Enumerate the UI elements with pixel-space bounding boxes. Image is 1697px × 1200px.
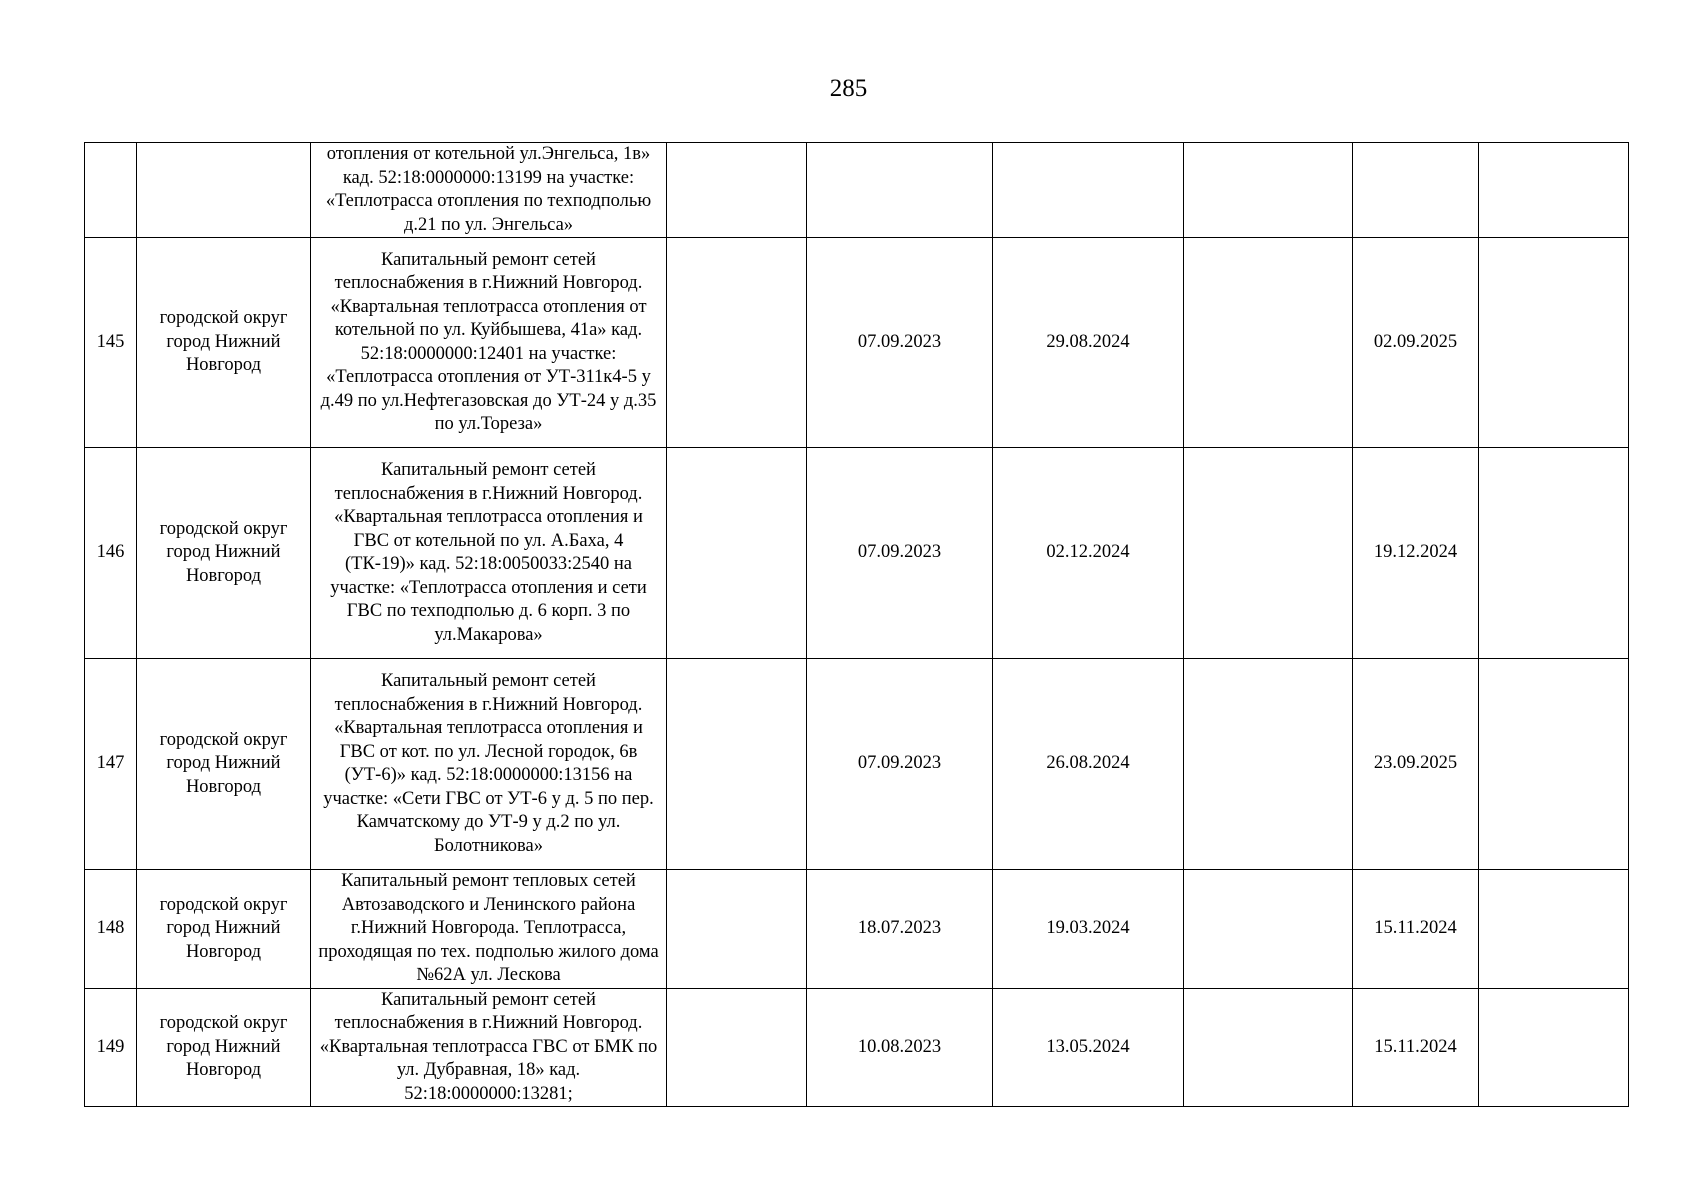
table-row <box>85 988 1629 1107</box>
row-number-cell <box>85 143 137 238</box>
table-row <box>85 870 1629 989</box>
empty-cell <box>1479 659 1629 870</box>
end-date-cell: 13.05.2024 <box>993 988 1184 1107</box>
start-date-cell: 10.08.2023 <box>807 988 993 1107</box>
table-row <box>85 143 1629 238</box>
start-date-cell <box>807 143 993 238</box>
page-number: 285 <box>829 75 868 102</box>
works-table <box>84 142 1629 1107</box>
empty-cell <box>1479 448 1629 659</box>
empty-cell <box>667 238 807 448</box>
row-number-cell: 148 <box>85 870 137 989</box>
empty-cell <box>1184 988 1353 1107</box>
municipality-cell: городской округ город Нижний Новгород <box>137 659 311 870</box>
table-row <box>85 659 1629 870</box>
end-date-cell: 26.08.2024 <box>993 659 1184 870</box>
start-date-cell: 07.09.2023 <box>807 238 993 448</box>
municipality-cell: городской округ город Нижний Новгород <box>137 448 311 659</box>
empty-cell <box>1184 143 1353 238</box>
description-cell: Капитальный ремонт сетей теплоснабжения в г.Нижний Новгород. «Квартальная теплотрасса отопления и ГВС от котельной по ул. А.Баха, 4 (ТК-19)» кад. 52:18:0050033:2540 на участке: «Теплотрасса отопления и сети ГВС по техподполью д. 6 корп. 3 по ул.Макарова» <box>311 448 667 659</box>
empty-cell <box>667 448 807 659</box>
start-date-cell: 07.09.2023 <box>807 659 993 870</box>
start-date-cell: 18.07.2023 <box>807 870 993 989</box>
final-date-cell: 23.09.2025 <box>1353 659 1479 870</box>
empty-cell <box>1479 238 1629 448</box>
empty-cell <box>667 988 807 1107</box>
description-cell: Капитальный ремонт тепловых сетей Автозаводского и Ленинского района г.Нижний Новгорода. Теплотрасса, проходящая по тех. подполью жилого дома №62А ул. Лескова <box>311 870 667 989</box>
description-cell: Капитальный ремонт сетей теплоснабжения в г.Нижний Новгород. «Квартальная теплотрасса ГВС от БМК по ул. Дубравная, 18» кад. 52:18:0000000:13281; <box>311 988 667 1107</box>
row-number-cell: 146 <box>85 448 137 659</box>
start-date-cell: 07.09.2023 <box>807 448 993 659</box>
description-cell: отопления от котельной ул.Энгельса, 1в» кад. 52:18:0000000:13199 на участке: «Теплотрасса отопления по техподполью д.21 по ул. Энгельса» <box>311 143 667 238</box>
empty-cell <box>667 870 807 989</box>
empty-cell <box>667 143 807 238</box>
municipality-cell: городской округ город Нижний Новгород <box>137 870 311 989</box>
empty-cell <box>1479 870 1629 989</box>
final-date-cell: 02.09.2025 <box>1353 238 1479 448</box>
end-date-cell <box>993 143 1184 238</box>
municipality-cell <box>137 143 311 238</box>
row-number-cell: 147 <box>85 659 137 870</box>
municipality-cell: городской округ город Нижний Новгород <box>137 988 311 1107</box>
table-row <box>85 448 1629 659</box>
table-row <box>85 238 1629 448</box>
end-date-cell: 29.08.2024 <box>993 238 1184 448</box>
description-cell: Капитальный ремонт сетей теплоснабжения в г.Нижний Новгород. «Квартальная теплотрасса отопления от котельной по ул. Куйбышева, 41а» кад. 52:18:0000000:12401 на участке: «Теплотрасса отопления от УТ-311к4-5 у д.49 по ул.Нефтегазовская до УТ-24 у д.35 по ул.Тореза» <box>311 238 667 448</box>
end-date-cell: 02.12.2024 <box>993 448 1184 659</box>
final-date-cell: 15.11.2024 <box>1353 988 1479 1107</box>
description-cell: Капитальный ремонт сетей теплоснабжения в г.Нижний Новгород. «Квартальная теплотрасса отопления и ГВС от кот. по ул. Лесной городок, 6в (УТ-6)» кад. 52:18:0000000:13156 на участке: «Сети ГВС от УТ-6 у д. 5 по пер. Камчатскому до УТ-9 у д.2 по ул. Болотникова» <box>311 659 667 870</box>
end-date-cell: 19.03.2024 <box>993 870 1184 989</box>
empty-cell <box>1184 238 1353 448</box>
municipality-cell: городской округ город Нижний Новгород <box>137 238 311 448</box>
row-number-cell: 145 <box>85 238 137 448</box>
empty-cell <box>1479 988 1629 1107</box>
empty-cell <box>1184 659 1353 870</box>
final-date-cell <box>1353 143 1479 238</box>
empty-cell <box>667 659 807 870</box>
empty-cell <box>1184 870 1353 989</box>
final-date-cell: 15.11.2024 <box>1353 870 1479 989</box>
empty-cell <box>1479 143 1629 238</box>
final-date-cell: 19.12.2024 <box>1353 448 1479 659</box>
empty-cell <box>1184 448 1353 659</box>
row-number-cell: 149 <box>85 988 137 1107</box>
